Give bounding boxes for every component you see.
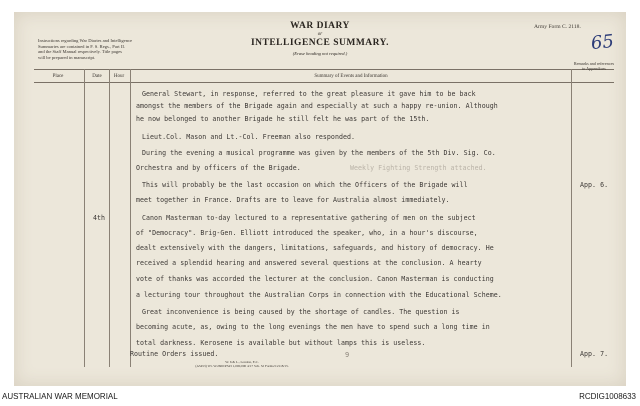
entry-line: becoming acute, as, owing to the long evenings the men have to spend such a long time in bbox=[136, 323, 490, 331]
entry-line: Lieut.Col. Mason and Lt.-Col. Freeman also responded. bbox=[142, 133, 356, 141]
rule-remarks bbox=[571, 69, 572, 367]
header-rule-top bbox=[34, 69, 614, 70]
entry-line: Orchestra and by officers of the Brigade. bbox=[136, 164, 301, 172]
instructions-line: Instructions regarding War Diaries and Intelligence bbox=[38, 38, 133, 43]
entry-line: of "Democracy". Brig-Gen. Elliott introduced the speaker, who, in a hour's discourse, bbox=[136, 229, 478, 237]
printer-imprint bbox=[142, 360, 342, 368]
entry-line: vote of thanks was accorded the lecturer at the conclusion. Canon Masterman is conducting bbox=[136, 275, 494, 283]
title-or: or bbox=[317, 32, 323, 37]
col-hour: Hour bbox=[113, 74, 125, 79]
instructions-line: and the Staff Manual respectively. Title pages bbox=[38, 49, 122, 55]
entry-line: a lecturing tour throughout the Australian Corps in connection with the Educational Scheme. bbox=[136, 291, 502, 299]
entry-line: This will probably be the last occasion on which the Officers of the Brigade will bbox=[142, 181, 468, 189]
instructions-line: Summaries are contained in F. S. Regs., Part II. bbox=[38, 43, 126, 49]
entry-line: Canon Masterman to-day lectured to a representative gathering of men on the subject bbox=[142, 214, 476, 222]
diary-page bbox=[14, 12, 626, 386]
entry-line: During the evening a musical programme was given by the members of the 5th Div. Sig. Co. bbox=[142, 149, 496, 157]
header-rule-bottom bbox=[34, 82, 614, 83]
rule-hour bbox=[130, 69, 131, 367]
printer-line: W. 6 & L., London, E.C. bbox=[225, 360, 259, 364]
col-place: Place bbox=[52, 74, 64, 79]
entry-date: 4th bbox=[93, 214, 106, 222]
page-number: 65 bbox=[589, 30, 615, 55]
entry-line: total darkness. Kerosene is available but without lamps this is useless. bbox=[136, 339, 426, 347]
entry-line: he now belonged to another Brigade he still felt he was part of the 15th. bbox=[136, 115, 430, 123]
entry-line-faded: Weekly Fighting Strength attached. bbox=[350, 164, 487, 172]
appendix-ref: App. 7. bbox=[580, 350, 609, 358]
entry-line: meet together in France. Drafts are to leave for Australia almost immediately. bbox=[136, 196, 450, 204]
entry-line: dealt extensively with the dangers, limitations, safeguards, and history of democracy. He bbox=[136, 244, 494, 252]
col-remarks: Remarks and references to Appendices bbox=[573, 61, 615, 71]
intelligence-title: INTELLIGENCE SUMMARY. bbox=[250, 38, 390, 48]
footer-left: AUSTRALIAN WAR MEMORIAL bbox=[2, 392, 118, 401]
diary-title: WAR DIARY bbox=[290, 21, 350, 31]
army-form-label: Army Form C. 2118. bbox=[534, 24, 581, 30]
footer-right: RCDIG1008633 bbox=[579, 392, 636, 401]
rule-date bbox=[109, 69, 110, 367]
entry-line: Great inconvenience is being caused by the shortage of candles. The question is bbox=[142, 308, 460, 316]
col-summary: Summary of Events and Information bbox=[314, 74, 388, 79]
col-date: Date bbox=[92, 74, 102, 79]
printer-line: (A5453) Wt. W.2600/P543 1,000,000 4/17 Sch. 52 Forms/C2118/15. bbox=[195, 364, 289, 369]
subtitle: (Erase heading not required.) bbox=[292, 51, 348, 56]
entry-line: Routine Orders issued. bbox=[130, 350, 219, 358]
entry-line: received a splendid hearing and answered several questions at the conclusion. A hearty bbox=[136, 259, 482, 267]
rule-place bbox=[84, 69, 85, 367]
appendix-ref: App. 6. bbox=[580, 181, 609, 189]
instructions-line: will be prepared in manuscript. bbox=[38, 54, 96, 60]
entry-line: amongst the members of the Brigade again and especially at such a happy re-union. Although bbox=[136, 102, 498, 110]
folio-number: 9 bbox=[345, 351, 350, 359]
entry-line: General Stewart, in response, referred to the great pleasure it gave him to be back bbox=[142, 90, 476, 98]
